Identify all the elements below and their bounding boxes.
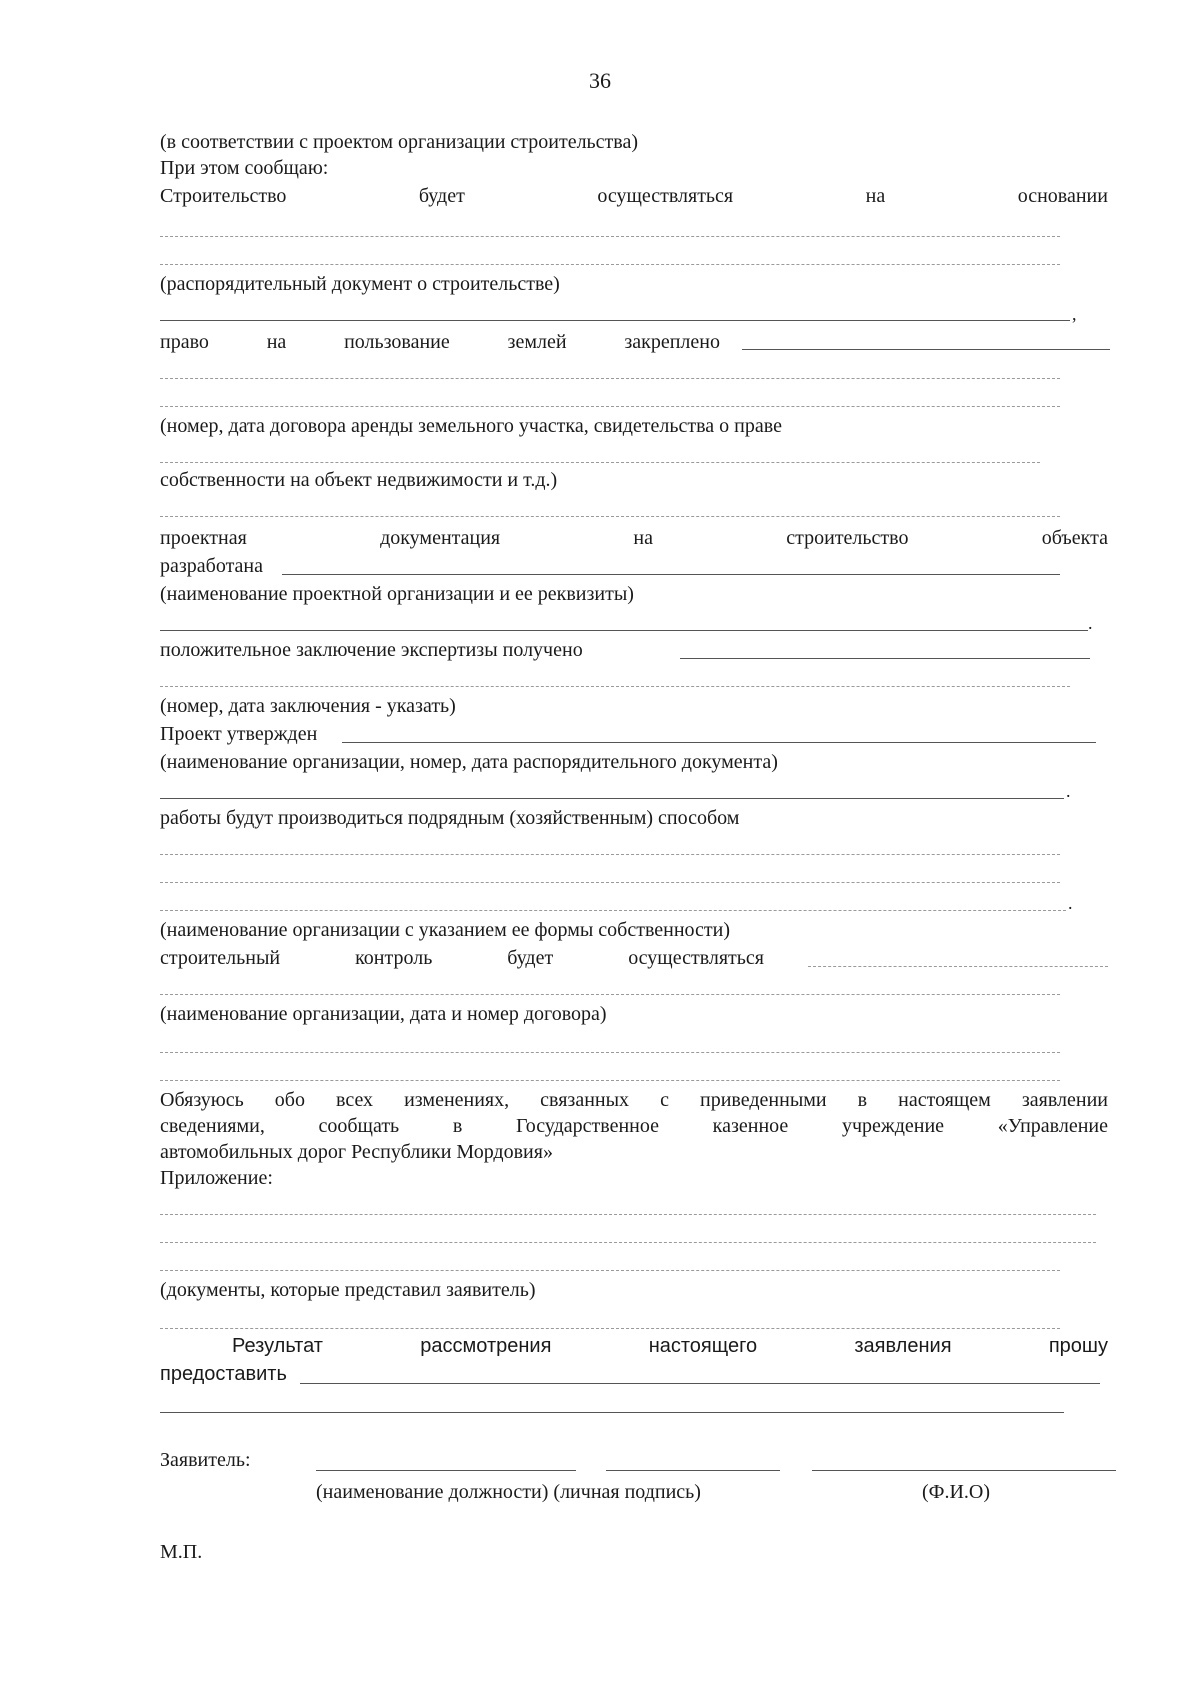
page-number: 36 <box>589 68 611 93</box>
word: в <box>452 1115 463 1137</box>
fill-line[interactable] <box>160 882 1060 883</box>
word: сведениями, <box>160 1115 265 1137</box>
word: Обязуюсь <box>160 1089 244 1111</box>
word: сообщать <box>318 1115 400 1137</box>
word: строительство <box>786 527 909 549</box>
hint-property-ownership: собственности на объект недвижимости и т.д.) <box>160 469 558 491</box>
fill-line[interactable] <box>282 574 1060 575</box>
text-construction-control <box>160 946 764 970</box>
word: Строительство <box>160 185 287 207</box>
text-project-documentation <box>160 526 1108 550</box>
word: контроль <box>355 947 433 969</box>
fill-line[interactable] <box>808 966 1108 967</box>
word: заявлении <box>1021 1089 1108 1111</box>
text-construction-basis <box>160 184 1108 208</box>
word: на <box>266 331 287 353</box>
text-project-approved: Проект утвержден <box>160 723 318 745</box>
word: Государственное <box>515 1115 660 1137</box>
text-result-request <box>232 1334 1108 1358</box>
text-reporting: При этом сообщаю: <box>160 157 329 179</box>
fill-line[interactable] <box>160 910 1066 911</box>
text-developed-by: разработана <box>160 555 264 577</box>
word: настоящем <box>898 1089 991 1111</box>
label-applicant: Заявитель: <box>160 1449 251 1471</box>
fill-line[interactable] <box>160 1242 1096 1243</box>
word: будет <box>507 947 554 969</box>
fill-line[interactable] <box>160 854 1060 855</box>
text-obligation-line3: автомобильных дорог Республики Мордовия» <box>160 1141 553 1163</box>
hint-applicant-documents: (документы, которые представил заявитель) <box>160 1279 536 1301</box>
hint-conclusion-number-date: (номер, дата заключения - указать) <box>160 695 456 717</box>
text-provide: предоставить <box>160 1363 287 1385</box>
hint-construction-project: (в соответствии с проектом организации строительства) <box>160 131 639 153</box>
word: на <box>865 185 886 207</box>
period-mark: . <box>1068 893 1073 913</box>
fill-line[interactable] <box>160 378 1060 379</box>
word: обо <box>274 1089 305 1111</box>
word: землей <box>507 331 567 353</box>
word: закреплено <box>624 331 720 353</box>
text-land-use-right <box>160 330 720 354</box>
stamp-place: М.П. <box>160 1541 203 1563</box>
fill-line[interactable] <box>160 1328 1060 1329</box>
word: настоящего <box>648 1335 758 1357</box>
comma-mark: , <box>1072 304 1077 324</box>
fill-line[interactable] <box>160 320 1070 321</box>
word: будет <box>418 185 465 207</box>
fill-line[interactable] <box>160 686 1070 687</box>
word: прошу <box>1048 1335 1108 1357</box>
word: рассмотрения <box>420 1335 552 1357</box>
word: заявления <box>854 1335 952 1357</box>
word: связанных <box>540 1089 630 1111</box>
fill-line[interactable] <box>680 658 1090 659</box>
text-attachment: Приложение: <box>160 1167 273 1189</box>
fill-line[interactable] <box>160 1270 1060 1271</box>
fill-line[interactable] <box>160 630 1088 631</box>
word: с <box>660 1089 669 1111</box>
word: осуществляться <box>628 947 764 969</box>
word: в <box>857 1089 868 1111</box>
position-field[interactable] <box>316 1470 576 1471</box>
word: всех <box>336 1089 374 1111</box>
word: казенное <box>712 1115 789 1137</box>
fill-line[interactable] <box>160 406 1060 407</box>
hint-admin-document: (распорядительный документ о строительстве) <box>160 273 560 295</box>
fill-line[interactable] <box>160 462 1040 463</box>
fill-line[interactable] <box>160 798 1064 799</box>
hint-contractor-ownership: (наименование организации с указанием ее формы собственности) <box>160 919 731 941</box>
fill-line[interactable] <box>160 994 1060 995</box>
word: строительный <box>160 947 281 969</box>
hint-full-name: (Ф.И.О) <box>922 1481 991 1503</box>
word: право <box>160 331 209 353</box>
period-mark: . <box>1088 613 1093 633</box>
word: «Управление <box>997 1115 1108 1137</box>
hint-lease-contract: (номер, дата договора аренды земельного участка, свидетельства о праве <box>160 415 782 437</box>
word: изменениях, <box>404 1089 510 1111</box>
word: проектная <box>160 527 247 549</box>
word: учреждение <box>841 1115 945 1137</box>
word: документация <box>380 527 501 549</box>
fill-line[interactable] <box>160 264 1060 265</box>
fill-line[interactable] <box>160 1412 1064 1413</box>
text-works-method: работы будут производиться подрядным (хозяйственным) способом <box>160 807 740 829</box>
word: на <box>633 527 653 549</box>
word: приведенными <box>700 1089 827 1111</box>
hint-organization-contract: (наименование организации, дата и номер договора) <box>160 1003 607 1025</box>
hint-organization-admin-doc: (наименование организации, номер, дата распорядительного документа) <box>160 751 778 773</box>
fill-line[interactable] <box>160 516 1060 517</box>
word: объекта <box>1041 527 1108 549</box>
word: пользование <box>344 331 450 353</box>
fill-line[interactable] <box>160 1214 1096 1215</box>
hint-position-signature: (наименование должности) (личная подпись) <box>316 1481 701 1503</box>
fill-line[interactable] <box>160 1052 1060 1053</box>
word: основании <box>1017 185 1108 207</box>
hint-design-organization: (наименование проектной организации и ее реквизиты) <box>160 583 634 605</box>
text-obligation-line2 <box>160 1114 1108 1138</box>
period-mark: . <box>1066 781 1071 801</box>
full-name-field[interactable] <box>812 1470 1116 1471</box>
fill-line[interactable] <box>160 236 1060 237</box>
text-obligation-line1 <box>160 1088 1108 1112</box>
signature-field[interactable] <box>606 1470 780 1471</box>
fill-line[interactable] <box>300 1383 1100 1384</box>
text-expert-conclusion: положительное заключение экспертизы получено <box>160 639 583 661</box>
fill-line[interactable] <box>342 742 1096 743</box>
word: Результат <box>232 1335 323 1357</box>
fill-line[interactable] <box>160 1080 1060 1081</box>
word: осуществляться <box>597 185 734 207</box>
fill-line[interactable] <box>742 349 1110 350</box>
